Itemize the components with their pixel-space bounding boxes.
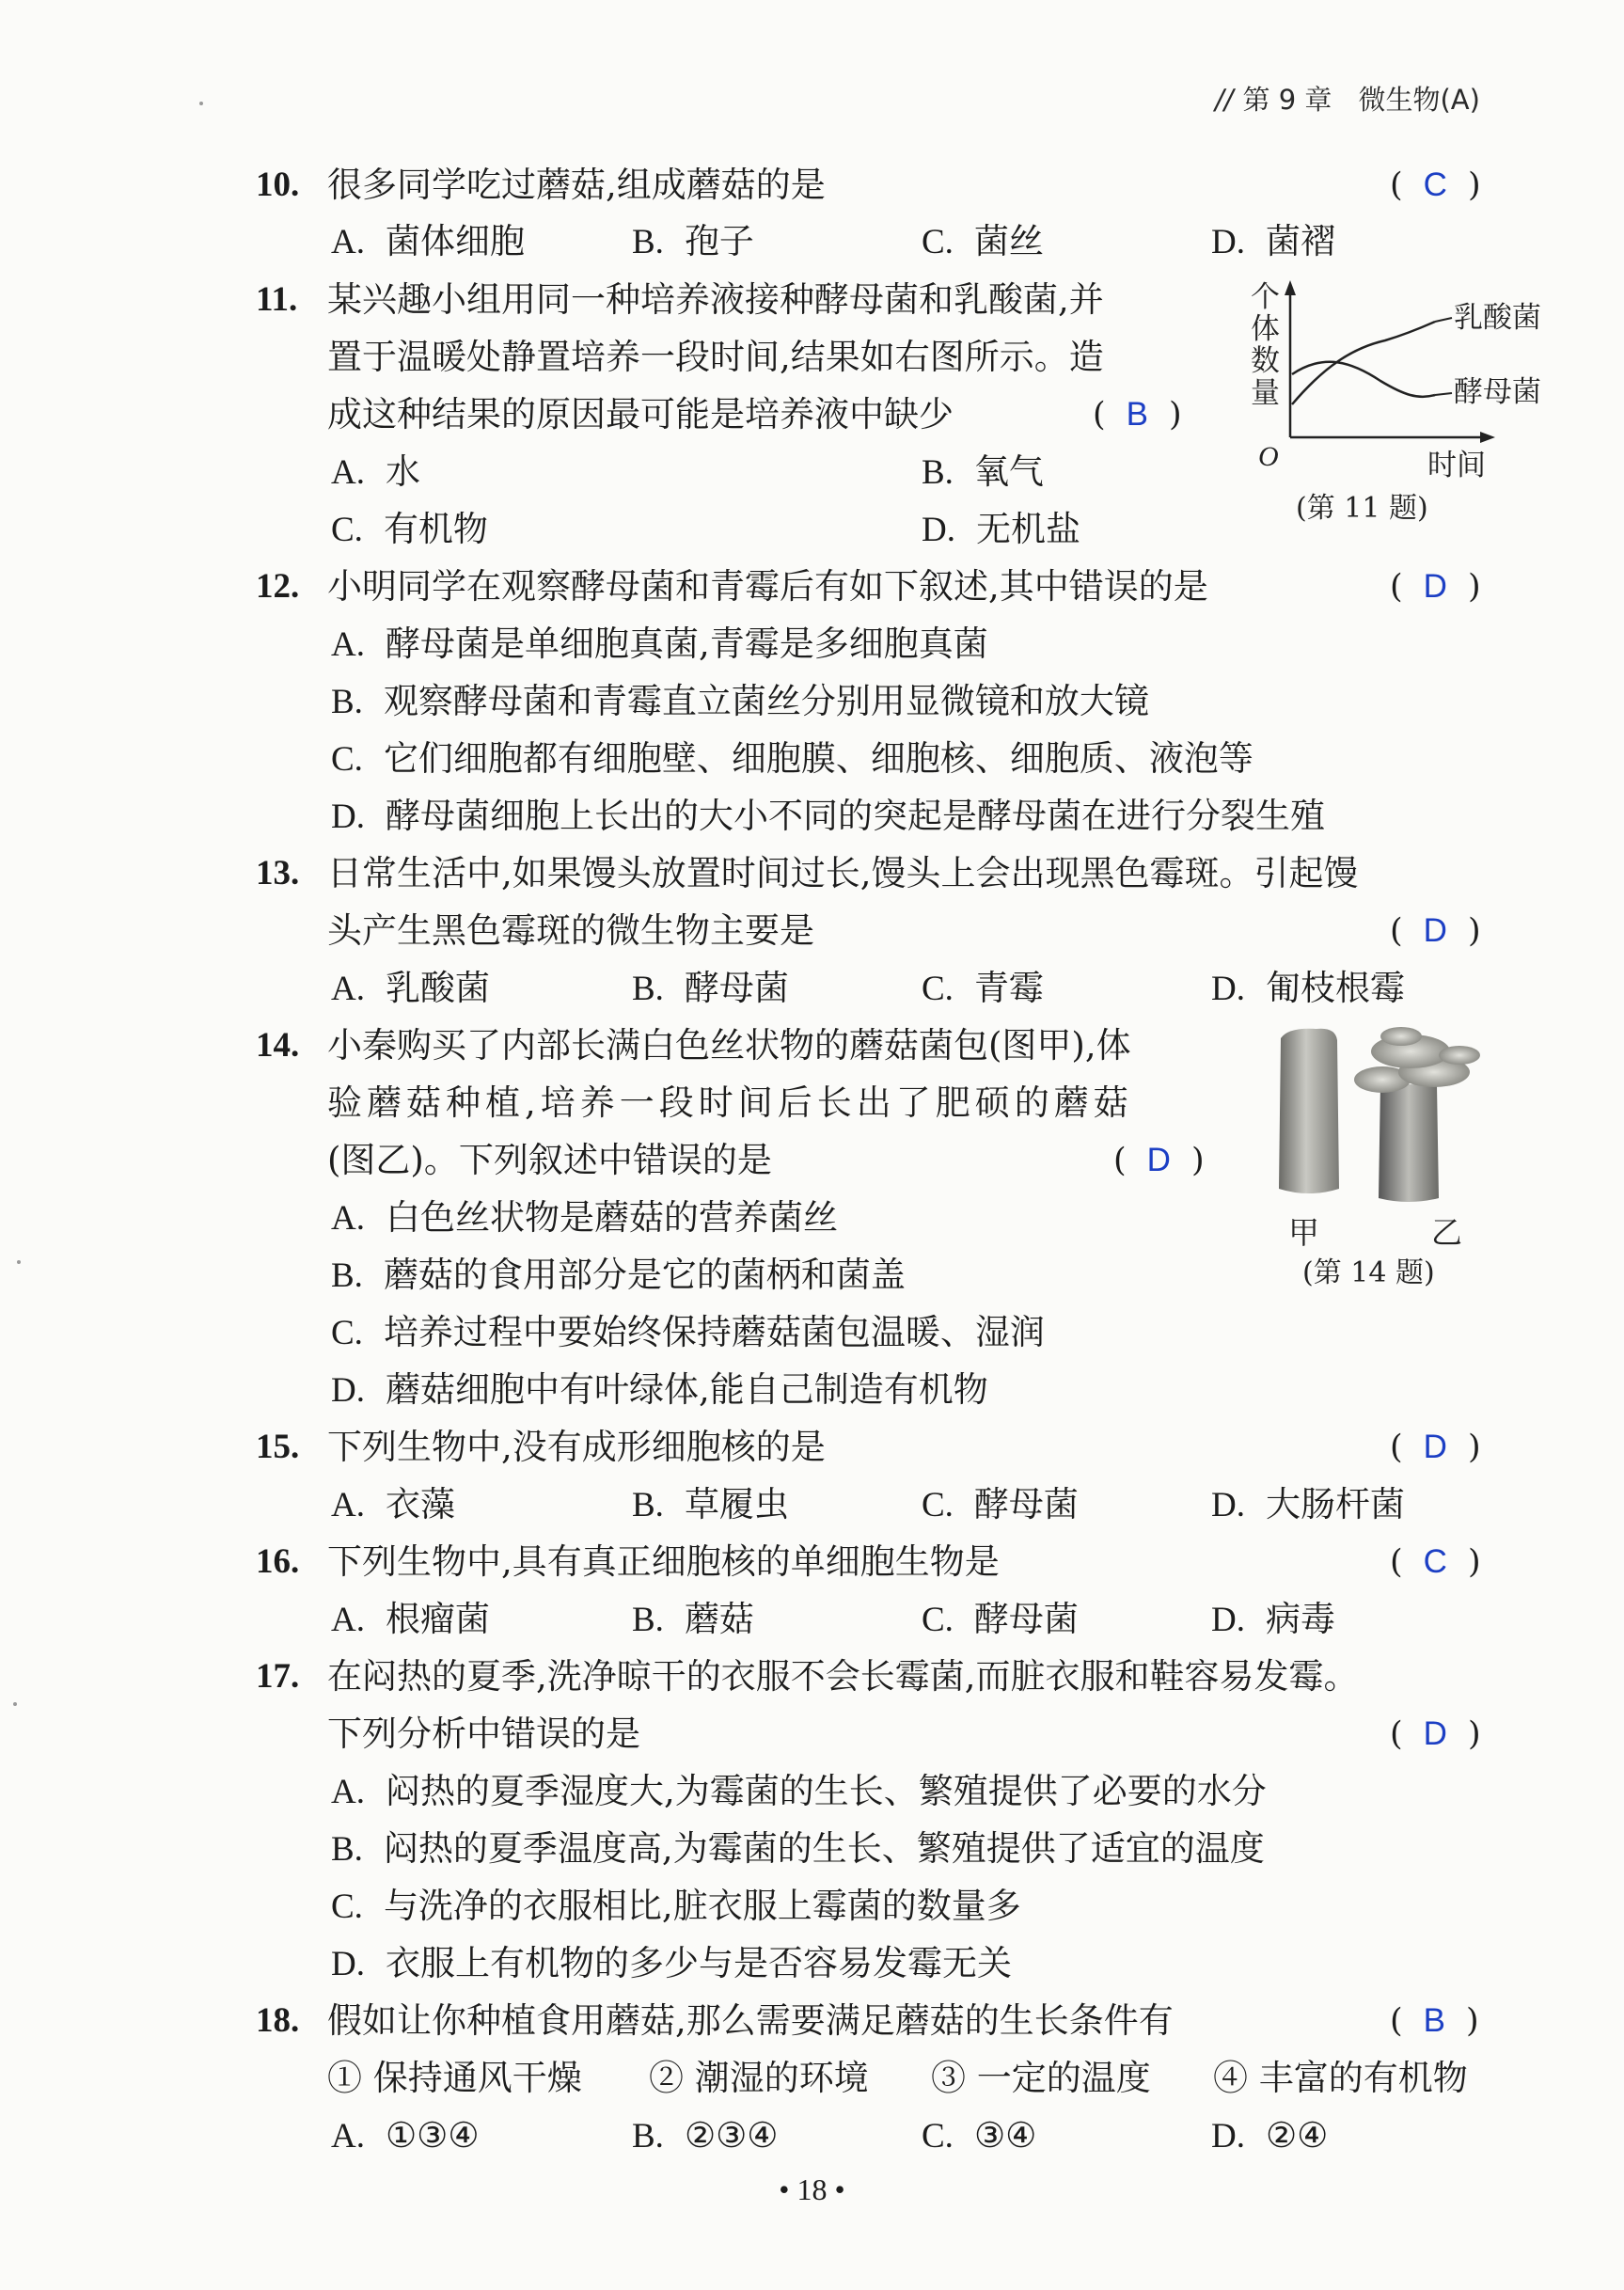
q17-stem-2: 下列分析中错误的是 [327,1714,640,1754]
answer-mark: B [1126,396,1149,433]
q14-option-c [331,1309,1045,1356]
q18-option-b [632,2112,778,2159]
q18-option-d [1211,2112,1328,2159]
option-letter: D. [331,1371,365,1410]
option-letter: B. [331,683,363,721]
option-text: 观察酵母菌和青霉直立菌丝分别用显微镜和放大镜 [383,681,1149,721]
q18-condition-4: ④ 丰富的有机物 [1213,2058,1468,2098]
option-text: 闷热的夏季湿度大,为霉菌的生长、繁殖提供了必要的水分 [385,1771,1267,1811]
q18-option-c [922,2112,1036,2159]
q14-option-d [331,1366,988,1413]
q17-option-c [331,1883,1021,1930]
paren-open: ( [1390,1543,1403,1581]
ylabel-char-1: 个 [1251,280,1280,314]
option-letter: B. [632,1486,664,1524]
q12-option-a [331,621,988,668]
q13-option-a [331,965,490,1012]
header-slash: // [1215,84,1234,116]
paren-close: ) [1467,1715,1481,1753]
q10-option-a [331,218,525,265]
origin-label: O [1258,441,1279,472]
option-letter: B. [922,453,954,492]
option-letter: C. [331,1887,363,1926]
q18-number: 18. [256,2001,300,2040]
q18-stem-1: 假如让你种植食用蘑菇,那么需要满足蘑菇的生长条件有 [327,2000,1174,2041]
option-text: 菌褶 [1265,221,1335,261]
q14-figure-caption: (第 14 题) [1302,1256,1435,1289]
paren-close: ) [1467,1543,1481,1581]
series-label-lactobacillus: 乳酸菌 [1454,301,1541,335]
q18-answer [1390,1998,1479,2045]
answer-mark: D [1423,568,1447,605]
q14-option-b [331,1252,906,1299]
option-letter: A. [331,1601,365,1639]
option-text: 它们细胞都有细胞壁、细胞膜、细胞核、细胞质、液泡等 [383,738,1253,779]
option-text: 衣藻 [385,1484,455,1524]
option-letter: D. [331,798,365,836]
paren-close: ) [1467,1429,1481,1466]
x-axis-arrow [1480,432,1495,443]
q15-option-c [922,1481,1079,1528]
option-text: 匍枝根霉 [1265,968,1405,1008]
q16-stem-1: 下列生物中,具有真正细胞核的单细胞生物是 [327,1541,1000,1582]
paren-open: ( [1390,568,1403,606]
q15-number: 15. [256,1428,300,1466]
header-subject: 微生物(A) [1358,84,1480,116]
q10-answer [1390,162,1481,209]
q17-stem-1: 在闷热的夏季,洗净晾干的衣服不会长霉菌,而脏衣服和鞋容易发霉。 [327,1656,1359,1697]
q12-stem-1: 小明同学在观察酵母菌和青霉后有如下叙述,其中错误的是 [327,566,1208,607]
option-letter: B. [632,223,664,261]
option-text: 酵母菌 [973,1484,1079,1524]
option-letter: B. [331,1256,363,1295]
scan-speck [199,102,203,105]
chapter-header [1215,79,1480,118]
page-number: • 18 • [779,2172,845,2206]
q16-option-c [922,1596,1079,1643]
q16-answer [1390,1539,1481,1586]
option-text: 蘑菇 [684,1599,754,1639]
mushroom-bag-a-image [1279,1029,1339,1193]
paren-open: ( [1390,2002,1403,2040]
option-text: 酵母菌 [973,1599,1079,1639]
q12-option-b [331,678,1149,725]
q14-stem-2: 验蘑菇种植,培养一段时间后长出了肥硕的蘑菇 [327,1082,1133,1123]
q11-option-a [331,449,420,496]
q13-option-d [1211,965,1405,1012]
option-letter: B. [632,2117,664,2156]
q17-option-b [331,1825,1265,1872]
q11-option-b [922,449,1044,496]
option-letter: A. [331,1773,365,1811]
paren-close: ) [1466,2002,1479,2040]
q14-answer [1113,1137,1205,1184]
option-text: 酵母菌 [684,968,789,1008]
option-text: 培养过程中要始终保持蘑菇菌包温暖、湿润 [383,1312,1045,1352]
q10-number: 10. [256,166,300,204]
paren-open: ( [1093,396,1106,434]
option-letter: D. [1211,2117,1245,2156]
q17-number: 17. [256,1657,300,1696]
q10-option-d [1211,218,1335,265]
q14-figure-label-a: 甲 [1288,1214,1319,1251]
option-text: 闷热的夏季温度高,为霉菌的生长、繁殖提供了适宜的温度 [383,1828,1265,1869]
q10-stem-1: 很多同学吃过蘑菇,组成蘑菇的是 [327,165,826,205]
option-letter: B. [331,1830,363,1869]
q16-option-a [331,1596,490,1643]
option-text: ③④ [973,2115,1037,2156]
paren-open: ( [1390,1715,1403,1753]
option-letter: C. [922,1601,954,1639]
mushroom-bag-b-image [1379,1083,1439,1202]
q11-option-d [922,506,1080,553]
option-letter: B. [632,1601,664,1639]
option-letter: A. [331,223,365,261]
q12-option-c [331,735,1253,782]
q11-number: 11. [256,280,298,319]
option-letter: A. [331,1199,365,1238]
option-letter: A. [331,970,365,1008]
q11-figure-caption: (第 11 题) [1296,492,1428,525]
answer-mark: B [1423,2002,1446,2039]
q16-number: 16. [256,1542,300,1581]
option-text: ②③④ [684,2115,779,2156]
q13-answer [1390,908,1481,955]
option-text: 乳酸菌 [385,968,490,1008]
option-text: ②④ [1265,2115,1329,2156]
option-text: 氧气 [973,451,1044,492]
option-text: 草履虫 [684,1484,789,1524]
option-text: 根瘤菌 [385,1599,490,1639]
option-letter: D. [1211,1601,1245,1639]
q18-condition-2: ② 潮湿的环境 [649,2058,869,2098]
q13-option-c [922,965,1044,1012]
ylabel-char-3: 数 [1251,344,1280,378]
paren-close: ) [1467,166,1481,204]
q15-option-d [1211,1481,1405,1528]
option-letter: C. [922,1486,954,1524]
curve-yeast [1292,362,1435,397]
option-letter: D. [1211,223,1245,261]
paren-close: ) [1467,912,1481,950]
q12-answer [1390,563,1481,610]
option-letter: A. [331,625,365,664]
option-text: 菌丝 [973,221,1044,261]
header-chapter: 第 9 章 [1242,84,1332,116]
q16-option-d [1211,1596,1335,1643]
option-letter: A. [331,453,365,492]
option-text: 水 [385,451,420,492]
q13-stem-2: 头产生黑色霉斑的微生物主要是 [327,910,814,951]
option-letter: B. [632,970,664,1008]
q18-condition-1: ① 保持通风干燥 [327,2058,582,2098]
q15-option-a [331,1481,455,1528]
answer-mark: D [1146,1142,1171,1178]
paren-close: ) [1467,568,1481,606]
q14-number: 14. [256,1026,300,1065]
xlabel: 时间 [1427,449,1486,482]
option-text: 孢子 [684,221,754,261]
option-text: 大肠杆菌 [1265,1484,1405,1524]
option-text: 与洗净的衣服相比,脏衣服上霉菌的数量多 [383,1886,1021,1926]
q10-option-c [922,218,1044,265]
ylabel-char-2: 体 [1251,312,1280,346]
answer-mark: C [1423,166,1447,203]
scan-speck [17,1260,21,1264]
paren-close: ) [1190,1142,1205,1179]
q11-stem-1: 某兴趣小组用同一种培养液接种酵母菌和乳酸菌,并 [327,279,1104,320]
option-text: 衣服上有机物的多少与是否容易发霉无关 [385,1943,1012,1983]
option-letter: C. [331,740,363,779]
q17-option-a [331,1768,1267,1815]
leader-yeast [1435,393,1452,395]
ylabel-char-4: 量 [1251,376,1280,410]
series-label-yeast: 酵母菌 [1454,375,1541,409]
q17-answer [1390,1711,1481,1758]
q14-stem-1: 小秦购买了内部长满白色丝状物的蘑菇菌包(图甲),体 [327,1025,1131,1066]
q15-option-b [632,1481,789,1528]
option-text: 酵母菌是单细胞真菌,青霉是多细胞真菌 [385,624,988,664]
answer-mark: D [1423,1715,1447,1752]
q14-mushroom-figure [1260,1018,1505,1206]
option-letter: D. [922,511,955,549]
y-axis-arrow [1285,280,1296,295]
paren-open: ( [1390,912,1403,950]
q13-option-b [632,965,789,1012]
option-text: 酵母菌细胞上长出的大小不同的突起是酵母菌在进行分裂生殖 [385,796,1325,836]
option-text: 白色丝状物是蘑菇的营养菌丝 [385,1197,838,1238]
option-letter: C. [331,511,363,549]
q11-option-c [331,506,488,553]
q18-option-a [331,2112,480,2159]
option-letter: D. [1211,970,1245,1008]
option-letter: C. [922,2117,954,2156]
q12-number: 12. [256,567,300,606]
q14-option-a [331,1194,838,1241]
leader-lactobacillus [1435,318,1452,322]
q10-option-b [632,218,754,265]
q18-condition-3: ③ 一定的温度 [931,2058,1151,2098]
q14-stem-3: (图乙)。下列叙述中错误的是 [327,1140,772,1180]
scan-speck [13,1702,17,1706]
paren-close: ) [1169,396,1182,434]
option-text: 病毒 [1265,1599,1335,1639]
q13-stem-1: 日常生活中,如果馒头放置时间过长,馒头上会出现黑色霉斑。引起馒 [327,853,1359,893]
q15-stem-1: 下列生物中,没有成形细胞核的是 [327,1427,826,1467]
option-text: 菌体细胞 [385,221,525,261]
q11-stem-2: 置于温暖处静置培养一段时间,结果如右图所示。造 [327,337,1104,377]
q16-option-b [632,1596,754,1643]
option-letter: C. [922,223,954,261]
answer-mark: D [1423,912,1447,949]
q14-figure-label-b: 乙 [1431,1214,1462,1251]
option-letter: D. [331,1945,365,1983]
option-text: 蘑菇细胞中有叶绿体,能自己制造有机物 [385,1369,988,1410]
option-letter: C. [331,1314,363,1352]
paren-open: ( [1113,1142,1127,1179]
answer-mark: D [1423,1429,1447,1465]
q13-number: 13. [256,854,300,892]
option-text: 无机盐 [975,509,1080,549]
answer-mark: C [1423,1543,1447,1580]
option-text: ①③④ [385,2115,480,2156]
q15-answer [1390,1424,1481,1471]
q11-answer [1093,391,1182,438]
option-text: 蘑菇的食用部分是它的菌柄和菌盖 [383,1255,906,1295]
option-text: 有机物 [383,509,488,549]
option-text: 青霉 [973,968,1044,1008]
option-letter: D. [1211,1486,1245,1524]
option-letter: A. [331,2117,365,2156]
q12-option-d [331,793,1325,840]
q11-stem-3: 成这种结果的原因最可能是培养液中缺少 [327,394,954,434]
paren-open: ( [1390,1429,1403,1466]
option-letter: C. [922,970,954,1008]
q17-option-d [331,1940,1012,1987]
paren-open: ( [1390,166,1403,204]
option-letter: A. [331,1486,365,1524]
